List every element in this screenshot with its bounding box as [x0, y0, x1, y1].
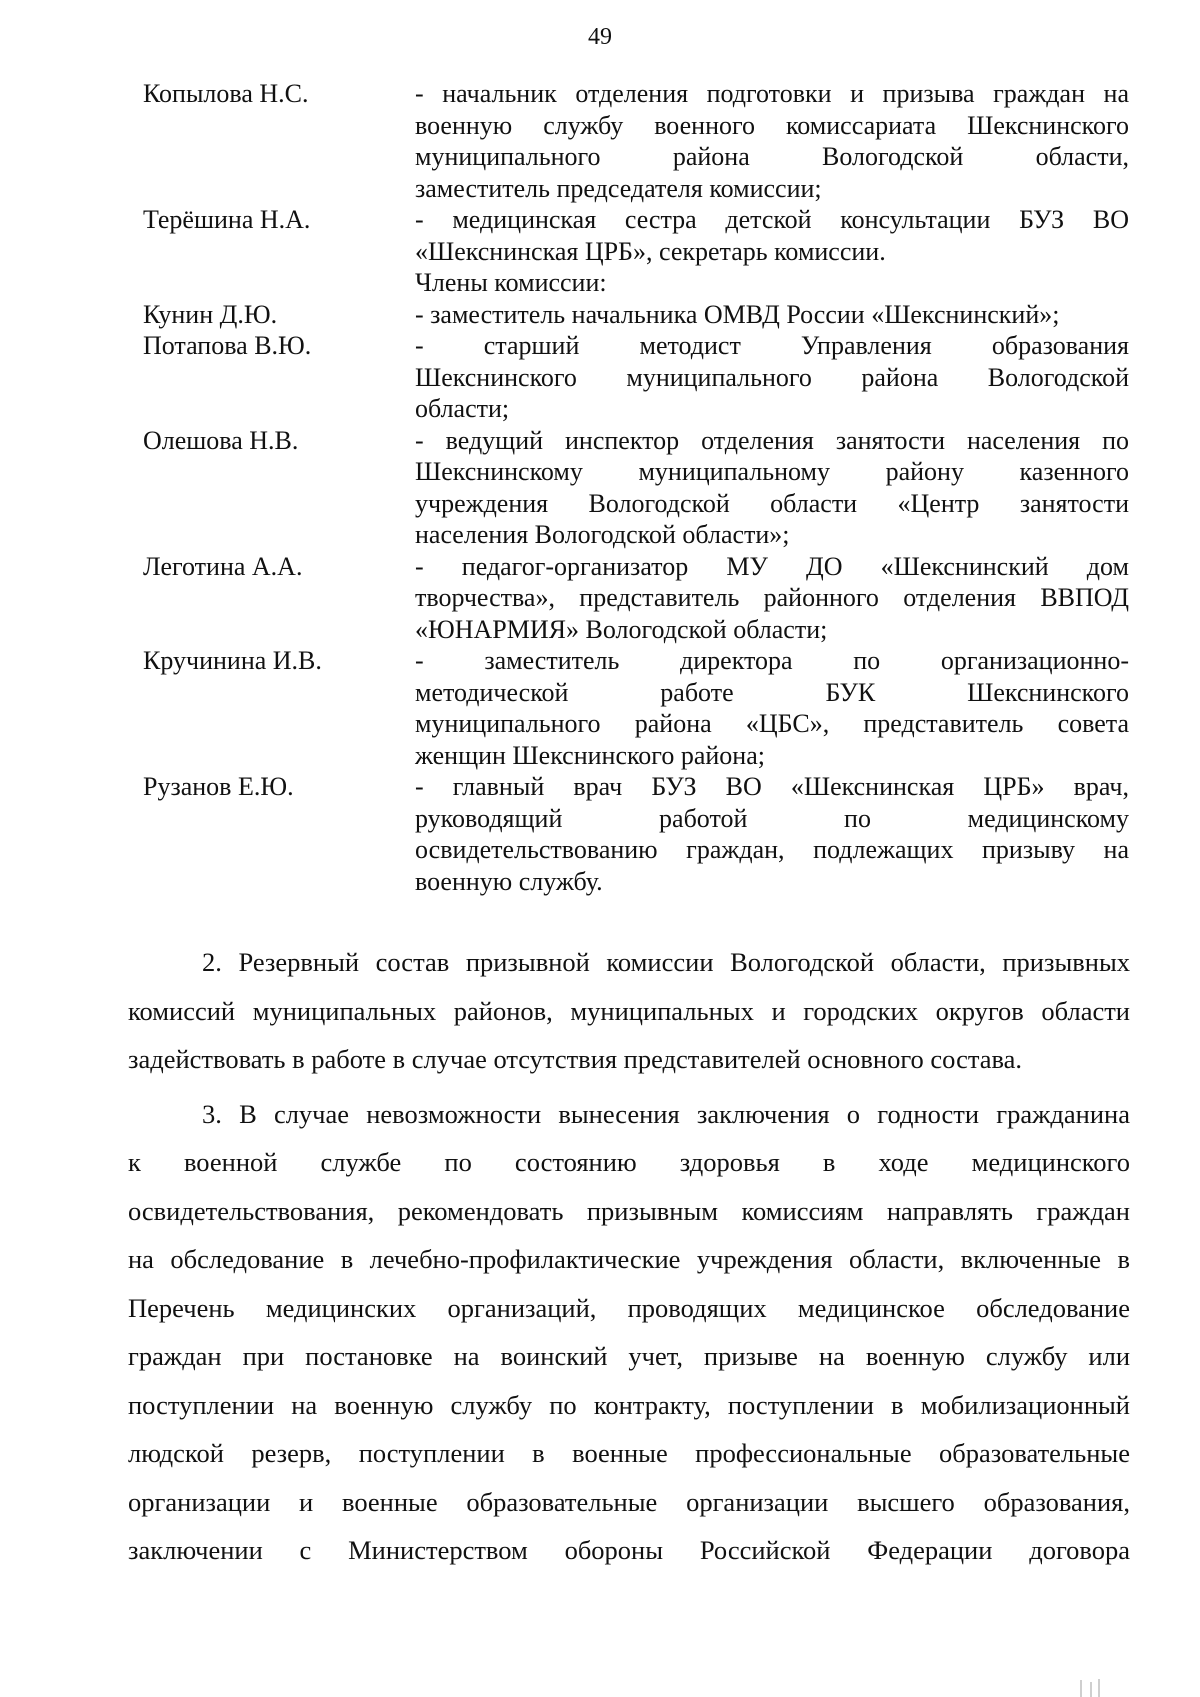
member-name: Олешова Н.В.	[143, 425, 299, 455]
paragraph-line: поступлении на военную службу по контракту, поступлении в мобилизационный	[128, 1389, 1130, 1420]
scan-mark	[1098, 1679, 1100, 1697]
member-row	[0, 551, 1200, 646]
member-role	[415, 551, 1129, 646]
member-role-line: военную службу.	[415, 866, 603, 896]
commission-leadership	[0, 78, 1200, 267]
member-role	[415, 330, 1129, 425]
member-row	[0, 771, 1200, 897]
leadership-row	[0, 204, 1200, 267]
paragraph-line: Перечень медицинских организаций, проводящих медицинское обследование	[128, 1292, 1130, 1323]
member-role-line: - ведущий инспектор отделения занятости населения по	[415, 425, 1129, 455]
member-role-line: Шекснинского муниципального района Вологодской	[415, 362, 1129, 392]
member-role-line: освидетельствованию граждан, подлежащих призыву на	[415, 835, 1129, 864]
scan-mark	[1080, 1680, 1082, 1697]
paragraph-line: организации и военные образовательные организации высшего образования,	[128, 1486, 1130, 1517]
paragraph	[128, 938, 1130, 1084]
paragraph-line: к военной службе по состоянию здоровья в ходе медицинского	[128, 1147, 1130, 1177]
member-role	[415, 299, 1129, 331]
member-role-line: муниципального района «ЦБС», представитель совета	[415, 709, 1129, 738]
member-role-line: заместитель председателя комиссии;	[415, 173, 822, 203]
paragraph-line: освидетельствования, рекомендовать призывным комиссиям направлять граждан	[128, 1195, 1130, 1226]
member-role	[415, 425, 1129, 551]
paragraph-line: граждан при постановке на воинский учет, призыве на военную службу или	[128, 1341, 1130, 1371]
member-role-line: творчества», представитель районного отделения ВВПОД	[415, 583, 1129, 612]
member-row	[0, 299, 1200, 331]
leadership-row	[0, 78, 1200, 204]
member-role-line: женщин Шекснинского района;	[415, 740, 765, 770]
member-name: Потапова В.Ю.	[143, 331, 312, 360]
member-role-line: населения Вологодской области»;	[415, 520, 790, 549]
member-name: Кунин Д.Ю.	[143, 299, 278, 329]
commission-members-list	[0, 78, 1200, 897]
member-role-line: руководящий работой по медицинскому	[415, 803, 1129, 833]
paragraph-line: задействовать в работе в случае отсутствия представителей основного состава.	[128, 1044, 1023, 1074]
member-row	[0, 645, 1200, 771]
member-role-line: области;	[415, 394, 510, 423]
member-role	[415, 204, 1129, 267]
paragraph-line: 2. Резервный состав призывной комиссии Вологодской области, призывных	[202, 947, 1130, 977]
member-role-line: - заместитель директора по организационно-	[415, 646, 1129, 675]
member-role-line: - медицинская сестра детской консультации БУЗ ВО	[415, 205, 1129, 234]
paragraph-line: 3. В случае невозможности вынесения заключения о годности гражданина	[202, 1098, 1130, 1129]
members-heading: Члены комиссии:	[415, 268, 607, 297]
paragraph-line: комиссий муниципальных районов, муниципальных и городских округов области	[128, 995, 1130, 1026]
member-name: Кручинина И.В.	[143, 646, 322, 675]
paragraph-line: на обследование в лечебно-профилактические учреждения области, включенные в	[128, 1244, 1130, 1274]
member-name: Копылова Н.С.	[143, 79, 309, 108]
paragraph	[128, 1090, 1130, 1575]
page-number: 49	[588, 24, 612, 50]
member-role-line: учреждения Вологодской области «Центр занятости	[415, 488, 1129, 518]
member-role	[415, 645, 1129, 771]
member-row	[0, 330, 1200, 425]
member-name: Рузанов Е.Ю.	[143, 772, 294, 801]
scan-mark	[1090, 1682, 1092, 1697]
member-role	[415, 78, 1129, 204]
member-role-line: - заместитель начальника ОМВД России «Шекснинский»;	[415, 299, 1060, 329]
member-role-line: - начальник отделения подготовки и призыва граждан на	[415, 79, 1129, 108]
member-role-line: методической работе БУК Шекснинского	[415, 677, 1129, 707]
member-role-line: - главный врач БУЗ ВО «Шекснинская ЦРБ» врач,	[415, 772, 1129, 801]
member-role-line: - педагог-организатор МУ ДО «Шекснинский дом	[415, 551, 1129, 581]
member-role-line: муниципального района Вологодской области,	[415, 142, 1129, 171]
commission-members	[0, 299, 1200, 898]
document-body	[0, 938, 1200, 1575]
member-name: Леготина А.А.	[143, 551, 303, 581]
paragraph-line: заключении с Министерством обороны Российской Федерации договора	[128, 1535, 1130, 1565]
member-row	[0, 425, 1200, 551]
member-role-line: «ЮНАРМИЯ» Вологодской области;	[415, 614, 828, 644]
paragraph-line: людской резерв, поступлении в военные профессиональные образовательные	[128, 1438, 1130, 1468]
member-role	[415, 771, 1129, 897]
member-role-line: Шекснинскому муниципальному району казенного	[415, 457, 1129, 486]
member-name: Терёшина Н.А.	[143, 205, 311, 234]
member-role-line: «Шекснинская ЦРБ», секретарь комиссии.	[415, 236, 886, 266]
member-role-line: - старший методист Управления образования	[415, 331, 1129, 360]
member-role-line: военную службу военного комиссариата Шекснинского	[415, 110, 1129, 140]
